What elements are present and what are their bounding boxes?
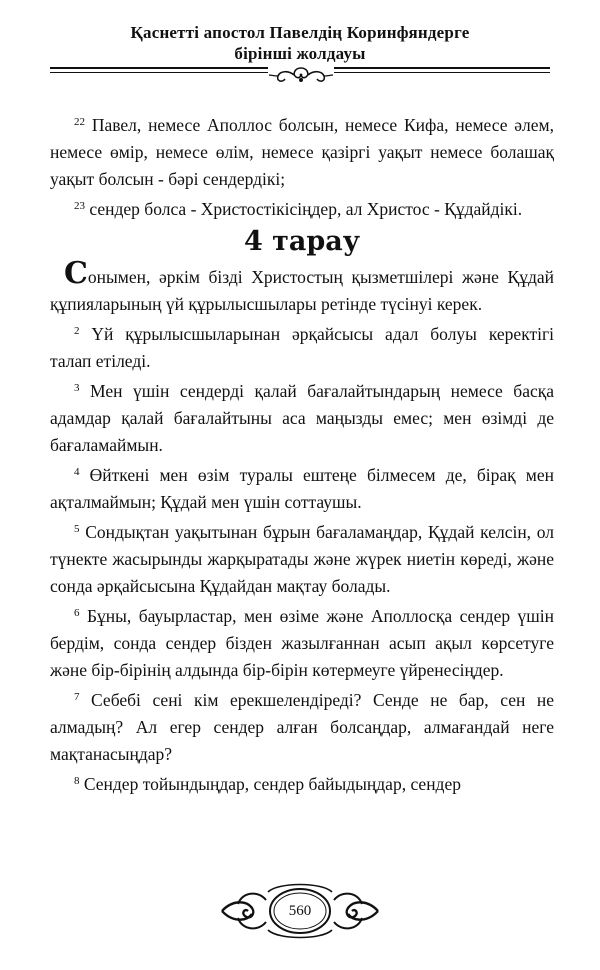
verse-22 — [50, 112, 554, 193]
header-line-2: бірінші жолдауы — [234, 44, 366, 63]
verse-6 — [50, 603, 554, 684]
running-header — [0, 22, 600, 64]
verse-text: Себебі сені кім ерекшелендіреді? Сенде не бар, сен не алмадың? Ал егер сендер алған болсаңдар, алмағандай неге мақтанасыңдар? — [50, 690, 554, 764]
verse-8 — [50, 771, 554, 798]
verse-3 — [50, 378, 554, 459]
verse-5 — [50, 519, 554, 600]
verse-1 — [50, 256, 554, 318]
verse-4 — [50, 462, 554, 516]
verse-number: 4 — [74, 466, 80, 478]
verse-text: Сендер тойындыңдар, сендер байыдыңдар, сендер — [83, 774, 461, 794]
chapter-title: 4 тарау — [243, 226, 361, 257]
verse-text: Павел, немесе Аполлос болсын, немесе Кифа, немесе әлем, немесе өмір, немесе өлім, немесе қазіргі уақыт немесе болашақ уақыт болсын - бәрі сендердікі; — [50, 115, 555, 189]
header-line-1: Қаснетті апостол Павелдің Коринфяндерге — [130, 23, 470, 42]
verse-text: Өйткені мен өзім туралы ештеңе білмесем де, бірақ мен ақталмаймын; Құдай мен үшін соттаушы. — [50, 465, 554, 512]
verse-number: 22 — [74, 116, 85, 128]
verse-number: 2 — [74, 325, 80, 337]
verse-number: 6 — [74, 607, 80, 619]
verse-23 — [50, 196, 554, 223]
top-ornament-icon — [268, 64, 334, 86]
verse-text: Үй құрылысшыларынан әрқайсысы адал болуы керектігі талап етіледі. — [50, 324, 555, 371]
verse-text: онымен, әркім бізді Христостың қызметшілері және Құдай құпияларының үй құрылысшылары ретінде түсінуі керек. — [50, 267, 554, 314]
page-body — [50, 112, 554, 801]
verse-number: 8 — [74, 775, 80, 787]
verse-text: Бұны, бауырластар, мен өзіме және Аполлосқа сендер үшін бердім, сонда сендер бізден жазылғаннан асып ақыл көрсетуге және бір-бірінің алдында бір-бірін көтермеуге үйренесіңдер. — [50, 606, 555, 680]
verse-number: 3 — [74, 382, 80, 394]
page-footer — [218, 878, 382, 944]
verse-number: 5 — [74, 523, 80, 535]
verse-text: Сондықтан уақытынан бұрын бағаламаңдар, Құдай келсін, ол түнекте жасырынды жарқыратады және жүрек ниетін көреді, және сонда әрқайсысына Құдайдан мақтау болады. — [50, 522, 554, 596]
verse-text: Мен үшін сендерді қалай бағалайтындарың немесе басқа адамдар қалай бағалайтыны аса маңызды емес; мен өзімді де бағаламаймын. — [50, 381, 555, 455]
drop-cap: С — [64, 256, 88, 291]
page-number: 560 — [288, 902, 312, 919]
verse-number: 23 — [74, 200, 85, 212]
verse-text: сендер болса - Христостікісіңдер, ал Христос - Құдайдікі. — [89, 199, 523, 219]
verse-2 — [50, 321, 554, 375]
verse-7 — [50, 687, 554, 768]
verse-number: 7 — [74, 691, 80, 703]
